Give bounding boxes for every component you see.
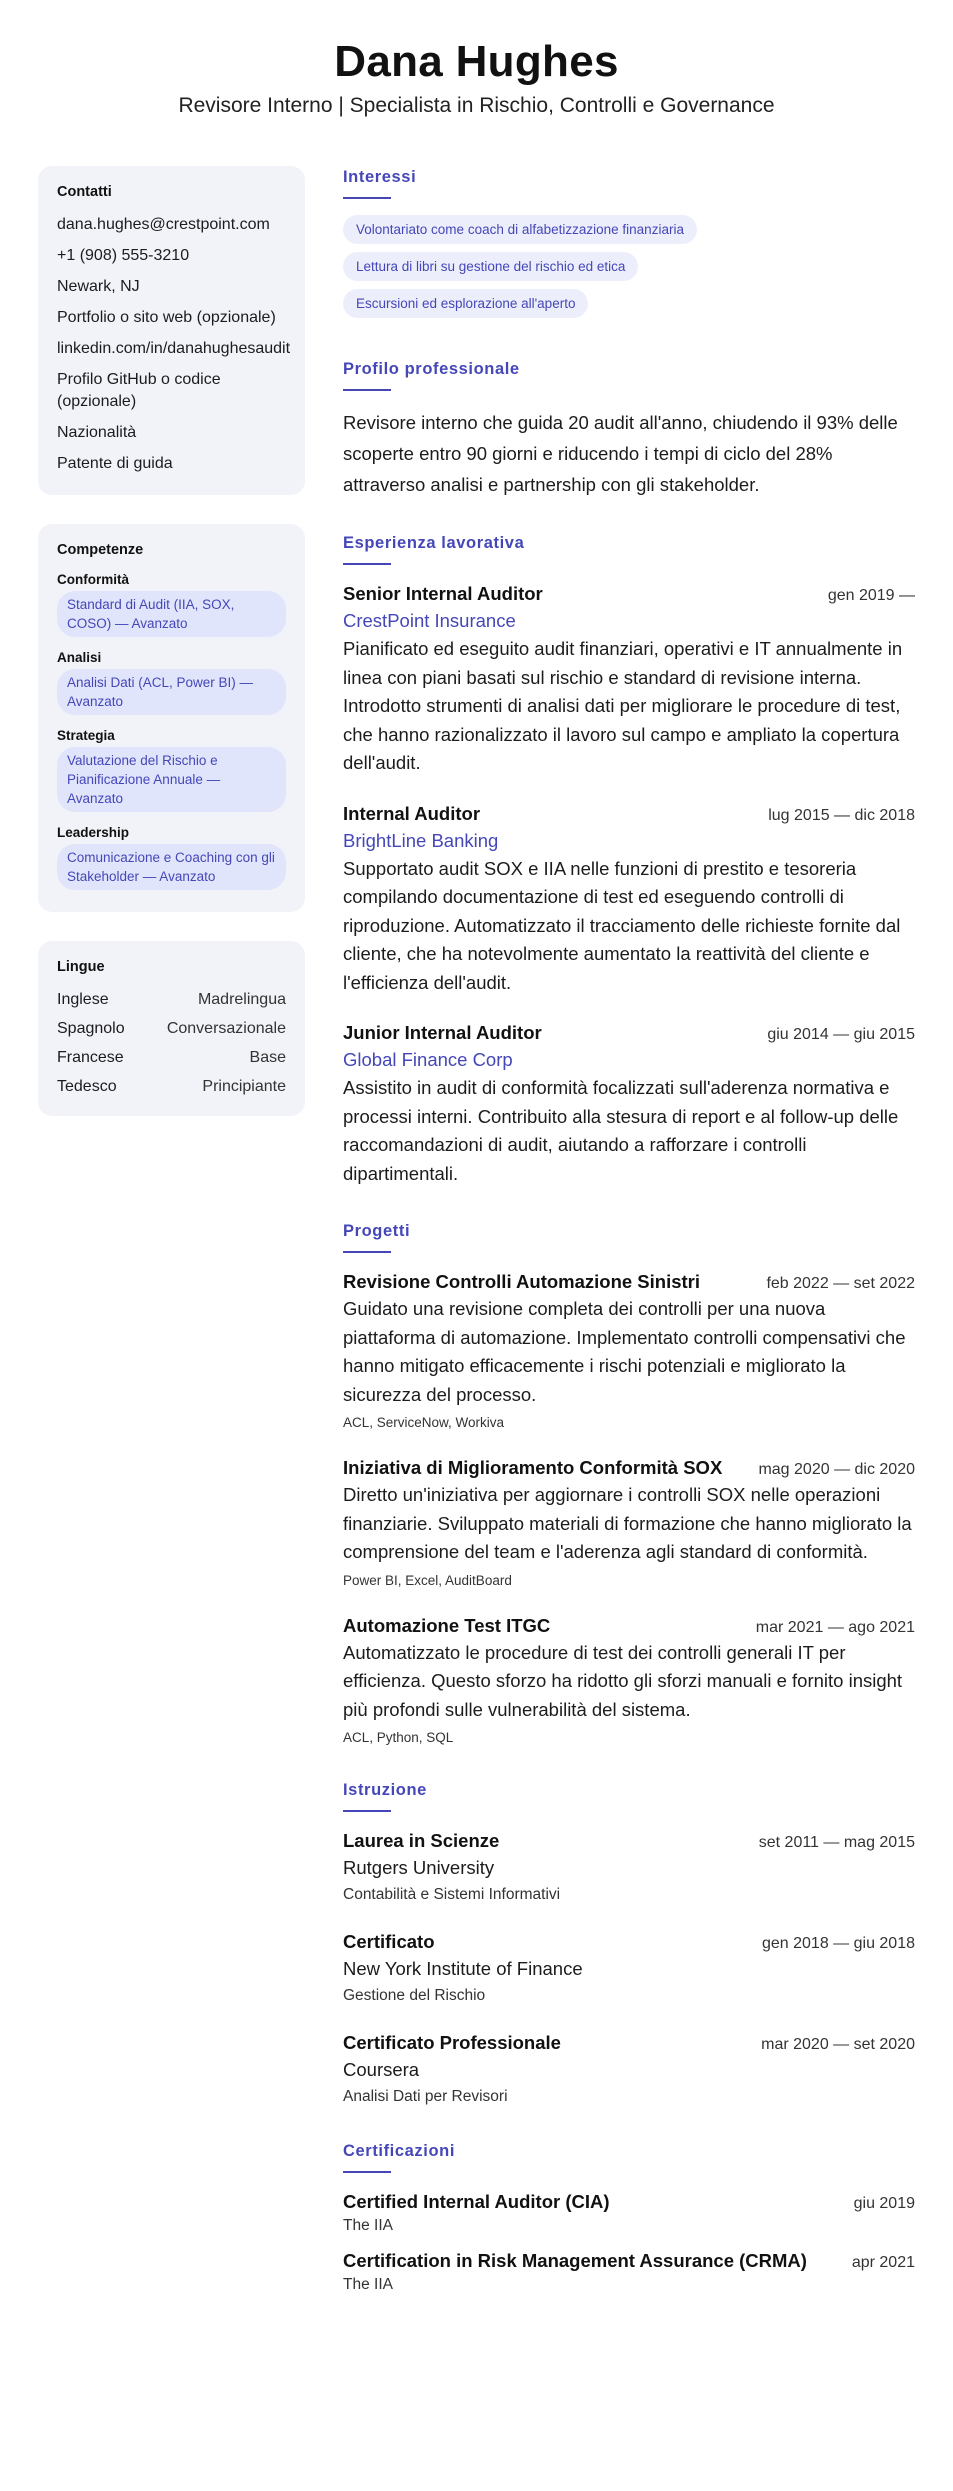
main-column [343,166,915,2327]
contacts-title: Contatti [57,184,112,200]
section-title: Interessi [343,168,417,186]
profile-section [343,358,915,500]
job-title: Senior Internal Auditor [343,583,543,604]
school-name: Rutgers University [343,1857,495,1878]
skill-group [57,650,286,715]
education-dates: set 2011 — mag 2015 [758,1834,915,1851]
interest-pill: Lettura di libri su gestione del rischio ed etica [343,252,638,281]
projects-section [343,1220,915,1747]
interest-list [343,215,915,326]
entry-header [343,581,915,607]
project-dates: feb 2022 — set 2022 [766,1275,915,1292]
project-description: Guidato una revisione completa dei controlli per una nuova piattaforma di automazione. Implementato controlli compensativi che hanno mitigato efficacemente i rischi potenziali e migliorato la sicurezza del processo. [343,1298,906,1405]
skill-pill: Valutazione del Rischio e Pianificazione Annuale — Avanzato [57,747,286,812]
candidate-headline: Revisore Interno | Specialista in Rischio, Controlli e Governance [178,94,775,117]
school-name: New York Institute of Finance [343,1958,583,1979]
project-description: Diretto un'iniziativa per aggiornare i controlli SOX nelle operazioni finanziarie. Sviluppato materiali di formazione che hanno migliorato la comprensione del team e l'aderenza agli standard di conformità. [343,1484,912,1562]
degree-name: Certificato Professionale [343,2032,561,2053]
contact-portfolio: Portfolio o sito web (opzionale) [57,309,276,326]
interest-pill: Escursioni ed esplorazione all'aperto [343,289,588,318]
contact-email[interactable]: dana.hughes@crestpoint.com [57,216,270,233]
school-name: Coursera [343,2059,420,2080]
job-dates: lug 2015 — dic 2018 [768,806,915,824]
skill-group-name: Leadership [57,825,130,840]
contact-github: Profilo GitHub o codice (opzionale) [57,371,221,410]
education-section [343,1779,915,2108]
interest-pill: Volontariato come coach di alfabetizzazione finanziaria [343,215,697,244]
section-divider [343,1251,391,1253]
certification-name: Certification in Risk Management Assurance (CRMA) [343,2250,807,2271]
degree-name: Certificato [343,1931,435,1952]
skill-group [57,728,286,812]
language-name: Inglese [57,991,109,1008]
language-name: Francese [57,1049,124,1066]
certification-date: giu 2019 [853,2195,915,2212]
certification-entry [343,2189,915,2236]
education-entry [343,2030,915,2108]
experience-entry [343,801,915,998]
section-title: Esperienza lavorativa [343,534,525,552]
certification-issuer: The IIA [343,2217,393,2234]
entry-header [343,2189,915,2215]
project-entry [343,1269,915,1432]
language-row [57,1018,286,1040]
language-row [57,989,286,1011]
skill-group-name: Strategia [57,728,115,743]
job-title: Junior Internal Auditor [343,1022,542,1043]
skill-pill: Analisi Dati (ACL, Power BI) — Avanzato [57,669,286,715]
sidebar [38,166,305,2327]
language-row [57,1076,286,1098]
entry-header [343,1020,915,1046]
company-name: CrestPoint Insurance [343,610,516,631]
section-title: Profilo professionale [343,360,520,378]
section-title: Istruzione [343,1781,427,1799]
contact-nationality: Nazionalità [57,424,137,441]
project-entry [343,1613,915,1748]
resume-columns [38,166,915,2327]
education-dates: mar 2020 — set 2020 [761,2036,915,2053]
skill-pill: Comunicazione e Coaching con gli Stakeholder — Avanzato [57,844,286,890]
certifications-section [343,2140,915,2295]
candidate-name: Dana Hughes [334,37,619,86]
entry-header [343,1613,915,1639]
education-entry [343,1828,915,1906]
project-dates: mag 2020 — dic 2020 [758,1461,915,1478]
language-name: Tedesco [57,1078,117,1095]
skill-pill: Standard di Audit (IIA, SOX, COSO) — Avanzato [57,591,286,637]
field-of-study: Contabilità e Sistemi Informativi [343,1886,561,1903]
skills-card [38,524,305,912]
job-description: Assistito in audit di conformità focalizzati sull'aderenza normativa e processi interni. Contribuito alla stesura di report e al follow-up delle raccomandazioni di audit, aiutando a rafforzare i controlli dipartimentali. [343,1077,899,1184]
field-of-study: Gestione del Rischio [343,1987,486,2004]
skill-group-name: Conformità [57,572,129,587]
experience-entry [343,581,915,778]
job-title: Internal Auditor [343,802,481,824]
section-divider [343,563,391,565]
language-level: Base [249,1049,286,1066]
entry-header [343,2248,915,2274]
company-name: Global Finance Corp [343,1049,513,1070]
project-name: Automazione Test ITGC [343,1614,551,1636]
experience-section [343,532,915,1188]
project-tools: ACL, ServiceNow, Workiva [343,1415,505,1430]
section-divider [343,1810,391,1812]
skill-group-name: Analisi [57,650,102,665]
language-level: Conversazionale [166,1020,286,1037]
entry-header [343,801,915,827]
entry-header [343,1269,915,1295]
contact-phone[interactable]: +1 (908) 555-3210 [57,247,190,264]
languages-card [38,941,305,1116]
education-dates: gen 2018 — giu 2018 [761,1935,915,1952]
skill-group [57,825,286,890]
project-entry [343,1455,915,1590]
certification-entry [343,2248,915,2295]
job-dates: gen 2019 — [827,587,915,604]
section-divider [343,389,391,391]
section-divider [343,2171,391,2173]
certification-name: Certified Internal Auditor (CIA) [343,2191,610,2212]
certification-issuer: The IIA [343,2276,393,2293]
skill-group [57,572,286,637]
job-dates: giu 2014 — giu 2015 [767,1026,915,1043]
job-description: Pianificato ed eseguito audit finanziari, operativi e IT annualmente in linea con piani basati sul rischio e standard di revisione interna. Introdotto strumenti di analisi dati per migliorare le procedure di test, che hanno razionalizzato il lavoro sul campo e ampliato la copertura dell'audit. [343,638,903,773]
company-name: BrightLine Banking [343,829,499,851]
education-entry [343,1929,915,2007]
entry-header [343,1828,915,1854]
contact-linkedin[interactable]: linkedin.com/in/danahughesaudit [57,340,291,357]
project-tools: Power BI, Excel, AuditBoard [343,1572,512,1588]
field-of-study: Analisi Dati per Revisori [343,2088,508,2105]
section-divider [343,197,391,199]
project-name: Revisione Controlli Automazione Sinistri [343,1271,701,1292]
section-title: Certificazioni [343,2142,456,2160]
section-title: Progetti [343,1222,411,1240]
project-name: Iniziativa di Miglioramento Conformità SOX [343,1457,723,1478]
contact-driving-license: Patente di guida [57,455,173,472]
job-description: Supportato audit SOX e IIA nelle funzioni di prestito e tesoreria compilando documentazione di test ed eseguendo controlli di riproduzione. Automatizzato il tracciamento delle richieste fornite dal cliente, che ha notevolmente aumentato la reattività del cliente e l'efficienza dell'audit. [343,857,901,993]
entry-header [343,1455,915,1481]
degree-name: Laurea in Scienze [343,1830,500,1851]
contact-location: Newark, NJ [57,278,140,295]
profile-summary: Revisore interno che guida 20 audit all'anno, chiudendo il 93% delle scoperte entro 90 giorni e riducendo i tempi di ciclo del 28% attraverso analisi e partnership con gli stakeholder. [343,412,898,495]
entry-header [343,2030,915,2056]
skills-title: Competenze [57,542,144,558]
project-description: Automatizzato le procedure di test dei controlli generali IT per efficienza. Questo sforzo ha ridotto gli sforzi manuali e fornito insight più profondi sulle vulnerabilità del sistema. [343,1641,903,1720]
language-row [57,1047,286,1069]
contacts-card [38,166,305,495]
interests-section [343,166,915,326]
project-dates: mar 2021 — ago 2021 [755,1618,915,1636]
language-level: Madrelingua [197,991,286,1008]
entry-header [343,1929,915,1955]
experience-entry [343,1020,915,1188]
certification-date: apr 2021 [851,2254,915,2271]
language-level: Principiante [202,1078,286,1095]
resume-header [38,0,915,120]
language-name: Spagnolo [57,1020,125,1037]
languages-title: Lingue [57,959,105,975]
project-tools: ACL, Python, SQL [343,1730,454,1745]
